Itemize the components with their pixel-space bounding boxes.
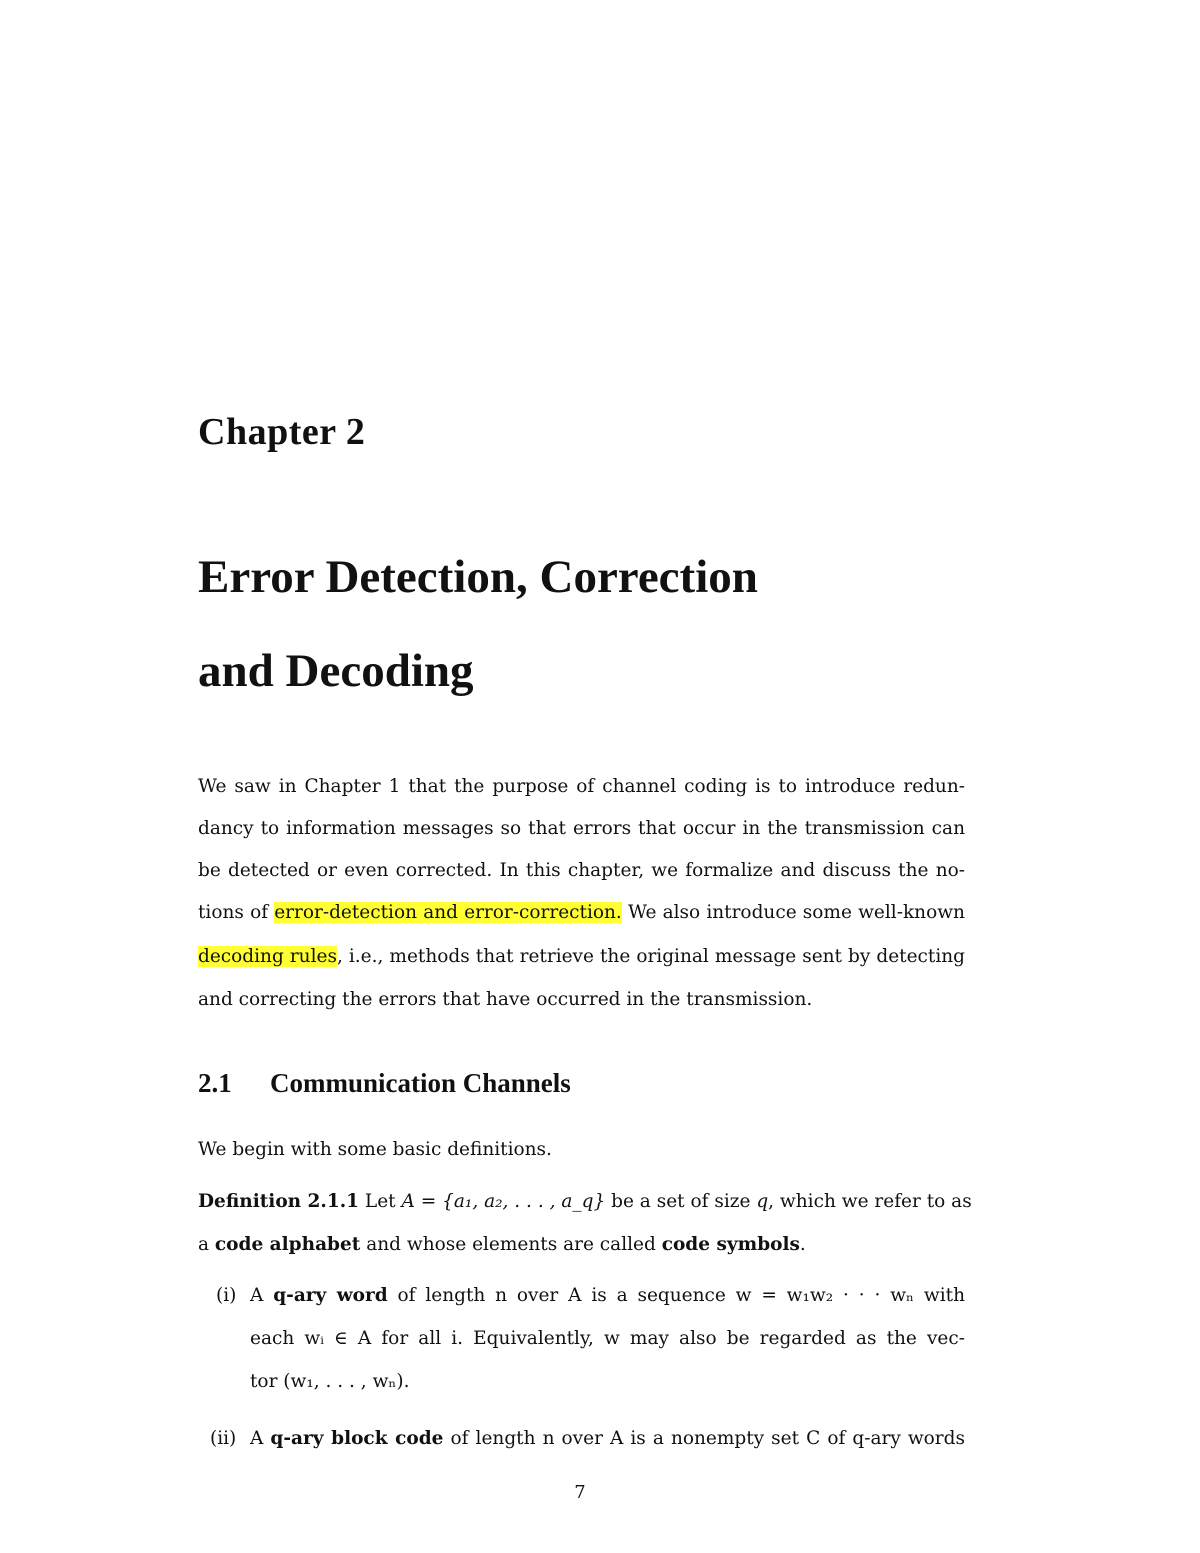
item-i-line-2: each wᵢ ∈ A for all i. Equivalently, w may also be regarded as the vec- — [250, 1328, 965, 1349]
intro-line-4-pre: tions of — [198, 902, 275, 923]
term-q-ary-word: q-ary word — [273, 1285, 388, 1306]
definition-text: Let — [359, 1191, 402, 1212]
item-text: of length n over A is a nonempty set C of q-ary words — [443, 1428, 965, 1449]
intro-line-1: We saw in Chapter 1 that the purpose of channel coding is to introduce redun- — [198, 776, 965, 797]
intro-line-5-post: , i.e., methods that retrieve the original message sent by detecting — [336, 946, 966, 967]
section-number: 2.1 — [198, 1068, 232, 1098]
chapter-title — [198, 530, 758, 718]
definition-line-1 — [198, 1191, 972, 1212]
item-text: A — [250, 1428, 271, 1449]
section-title: Communication Channels — [270, 1068, 571, 1098]
highlight-decoding-rules: decoding rules — [198, 946, 337, 967]
intro-line-5 — [198, 946, 965, 967]
definition-text: and whose elements are called — [360, 1234, 662, 1255]
highlight-error-detection: error-detection and error-correction. — [274, 902, 622, 923]
item-label-i: (i) — [216, 1285, 237, 1306]
item-i-line-1 — [250, 1285, 965, 1306]
section-heading — [198, 1068, 571, 1099]
item-ii-line-1 — [250, 1428, 965, 1449]
term-q-ary-block-code: q-ary block code — [270, 1428, 444, 1449]
definition-label: Definition 2.1.1 — [198, 1191, 360, 1212]
definition-line-2 — [198, 1234, 965, 1255]
section-intro: We begin with some basic definitions. — [198, 1139, 552, 1160]
intro-line-6: and correcting the errors that have occurred in the transmission. — [198, 989, 813, 1010]
alphabet-set: A = {a₁, a₂, . . . , a_q} — [401, 1191, 606, 1212]
term-code-alphabet: code alphabet — [214, 1234, 361, 1255]
intro-line-2: dancy to information messages so that errors that occur in the transmission can — [198, 818, 965, 839]
item-text: of length n over A is a sequence w = w₁w₂ · · · wₙ with — [387, 1285, 965, 1306]
intro-line-3: be detected or even corrected. In this chapter, we formalize and discuss the no- — [198, 860, 965, 881]
term-code-symbols: code symbols — [661, 1234, 800, 1255]
item-text: A — [250, 1285, 274, 1306]
item-label-ii: (ii) — [210, 1428, 237, 1449]
page-number: 7 — [574, 1482, 586, 1503]
definition-text: be a set of size — [605, 1191, 757, 1212]
chapter-label: Chapter 2 — [198, 411, 366, 453]
intro-line-4 — [198, 902, 965, 923]
definition-text: , which we refer to as — [768, 1191, 972, 1212]
definition-text: a — [198, 1234, 215, 1255]
intro-line-4-post: We also introduce some well-known — [621, 902, 965, 923]
chapter-title-line-2: and Decoding — [198, 645, 474, 697]
definition-q: q — [756, 1191, 769, 1212]
definition-text: . — [799, 1234, 806, 1255]
chapter-title-line-1: Error Detection, Correction — [198, 551, 758, 603]
item-i-line-3: tor (w₁, . . . , wₙ). — [250, 1371, 410, 1392]
